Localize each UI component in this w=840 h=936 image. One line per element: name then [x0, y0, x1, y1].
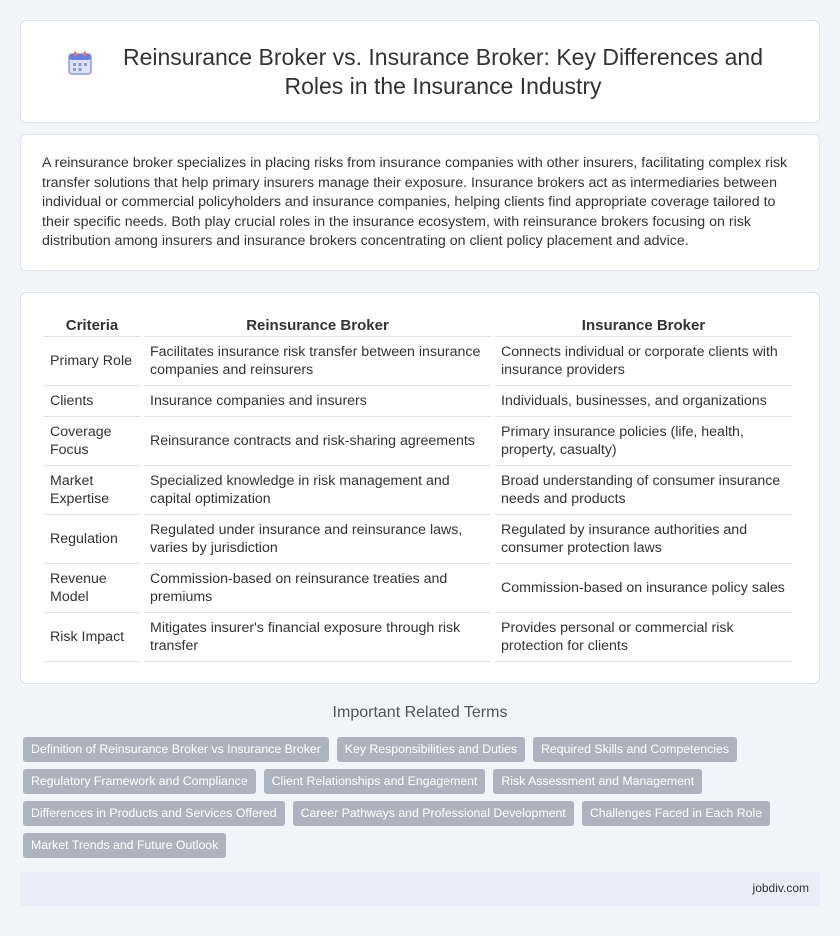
reinsurance-cell: Reinsurance contracts and risk-sharing agreements [144, 417, 491, 466]
table-row [44, 386, 792, 417]
reinsurance-cell: Specialized knowledge in risk management and capital optimization [144, 466, 491, 515]
insurance-cell: Provides personal or commercial risk protection for clients [495, 613, 792, 662]
table-header-row [44, 313, 792, 337]
related-term-tag[interactable]: Challenges Faced in Each Role [582, 801, 770, 826]
insurance-cell: Broad understanding of consumer insurance needs and products [495, 466, 792, 515]
related-terms-heading: Important Related Terms [332, 704, 508, 721]
insurance-cell: Regulated by insurance authorities and consumer protection laws [495, 515, 792, 564]
criteria-cell: Clients [44, 386, 140, 417]
header-reinsurance-broker: Reinsurance Broker [144, 313, 491, 337]
footer-site-link[interactable]: jobdiv.com [752, 881, 809, 895]
criteria-cell: Coverage Focus [44, 417, 140, 466]
related-term-tag[interactable]: Market Trends and Future Outlook [23, 833, 226, 858]
header-insurance-broker: Insurance Broker [495, 313, 792, 337]
related-terms-list [23, 737, 823, 865]
related-term-tag[interactable]: Key Responsibilities and Duties [337, 737, 525, 762]
table-row [44, 337, 792, 386]
criteria-cell: Revenue Model [44, 564, 140, 613]
intro-paragraph: A reinsurance broker specializes in placing risks from insurance companies with other insurers, facilitating complex risk transfer solutions that help primary insurers manage their exposure. Insurance brokers act as intermediaries between individual or commercial policyholders and insurance companies, helping clients find appropriate coverage tailored to their specific needs. Both play crucial roles in the insurance ecosystem, with reinsurance brokers focusing on risk distribution among insurers and insurance brokers concentrating on client policy placement and advice. [42, 155, 788, 250]
insurance-cell: Connects individual or corporate clients with insurance providers [495, 337, 792, 386]
criteria-cell: Primary Role [44, 337, 140, 386]
reinsurance-cell: Insurance companies and insurers [144, 386, 491, 417]
related-term-tag[interactable]: Client Relationships and Engagement [264, 769, 486, 794]
insurance-cell: Primary insurance policies (life, health, property, casualty) [495, 417, 792, 466]
related-term-tag[interactable]: Required Skills and Competencies [533, 737, 737, 762]
footer [20, 872, 820, 906]
related-term-tag[interactable]: Definition of Reinsurance Broker vs Insurance Broker [23, 737, 329, 762]
comparison-table-card [20, 292, 820, 684]
title-card [20, 20, 820, 123]
table-row [44, 613, 792, 662]
related-term-tag[interactable]: Risk Assessment and Management [493, 769, 702, 794]
calendar-icon [67, 63, 113, 81]
intro-card [20, 134, 820, 271]
title-wrap [67, 43, 773, 101]
related-term-tag[interactable]: Career Pathways and Professional Development [293, 801, 574, 826]
reinsurance-cell: Regulated under insurance and reinsurance laws, varies by jurisdiction [144, 515, 491, 564]
reinsurance-cell: Facilitates insurance risk transfer between insurance companies and reinsurers [144, 337, 491, 386]
criteria-cell: Risk Impact [44, 613, 140, 662]
header-criteria: Criteria [44, 313, 140, 337]
table-row [44, 466, 792, 515]
criteria-cell: Regulation [44, 515, 140, 564]
table-row [44, 564, 792, 613]
reinsurance-cell: Commission-based on reinsurance treaties and premiums [144, 564, 491, 613]
reinsurance-cell: Mitigates insurer's financial exposure through risk transfer [144, 613, 491, 662]
insurance-cell: Commission-based on insurance policy sales [495, 564, 792, 613]
page-title: Reinsurance Broker vs. Insurance Broker: Key Differences and Roles in the Insurance Industry [122, 43, 764, 99]
insurance-cell: Individuals, businesses, and organizations [495, 386, 792, 417]
related-term-tag[interactable]: Regulatory Framework and Compliance [23, 769, 256, 794]
table-row [44, 515, 792, 564]
comparison-table [40, 313, 796, 662]
related-term-tag[interactable]: Differences in Products and Services Offered [23, 801, 285, 826]
criteria-cell: Market Expertise [44, 466, 140, 515]
table-row [44, 417, 792, 466]
